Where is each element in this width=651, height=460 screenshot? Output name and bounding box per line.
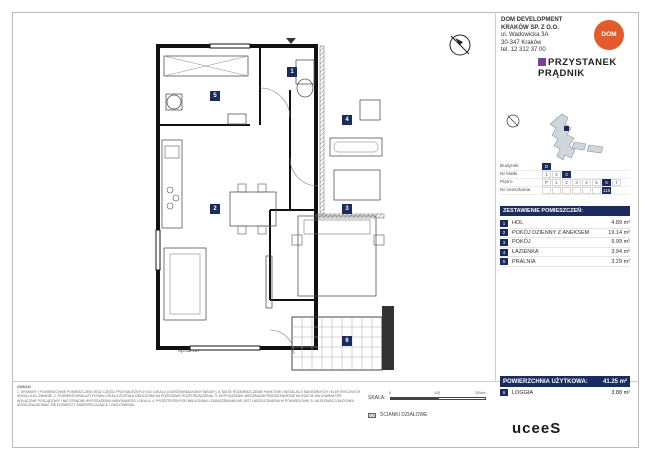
info-cell	[592, 187, 601, 194]
loggia-number: 6	[500, 389, 508, 396]
room-area: 4.89 m²	[611, 220, 630, 227]
sill-height-label: Hp=58 cm	[178, 348, 199, 353]
notes-title: UWAGA!	[17, 385, 32, 389]
room-area: 19.14 m²	[608, 229, 630, 236]
room-row	[500, 248, 630, 258]
scale-tick-0: 0	[389, 391, 391, 395]
apartment-floor-plan	[150, 30, 410, 375]
disclaimer-notes	[17, 385, 362, 407]
info-cell: 5	[592, 179, 601, 186]
dom-development-logo: DOM	[594, 20, 624, 50]
partition-walls-legend	[368, 412, 428, 418]
company-address	[501, 17, 591, 55]
info-cell: 1	[552, 179, 561, 186]
scale-tick-200: 200cm	[475, 391, 486, 395]
room-row	[500, 229, 630, 239]
room-number: 2	[500, 229, 508, 236]
room-name: HOL	[512, 220, 524, 227]
info-row-apartment	[500, 187, 630, 195]
room-name: ŁAZIENKA	[512, 249, 539, 256]
info-cell: 3	[572, 179, 581, 186]
info-cell: P	[542, 179, 551, 186]
info-cell	[552, 187, 561, 194]
room-area: 9.99 m²	[611, 239, 630, 246]
useful-area-value: 41.25 m²	[602, 378, 627, 385]
room-number: 4	[500, 249, 508, 256]
hatch-swatch-icon	[368, 413, 376, 418]
info-row-building	[500, 163, 630, 171]
company-name-1: DOM DEVELOPMENT	[501, 17, 563, 23]
info-cell: D	[542, 163, 551, 170]
room-label-1: 1	[287, 67, 297, 77]
info-cell: 116	[602, 188, 611, 193]
info-cell: 6	[602, 179, 611, 186]
info-row-floor	[500, 179, 630, 187]
info-cell: 7	[612, 179, 621, 186]
unit-info-table	[500, 163, 630, 195]
room-label-6: 6	[342, 336, 352, 346]
info-row-staircase	[500, 171, 630, 179]
project-logo-line1: PRZYSTANEK	[548, 57, 617, 68]
rooms-list	[500, 219, 630, 267]
notes-text: 1. WYMIARY I POWIERZCHNIE POMIESZCZEŃ ORAZ CZĘŚCI PRZYNALEŻNYCH DO LOKALU (OGRÓDKI/BALKONY/TARASY), A TAKŻE ROZMIESZCZENIE PUNKTÓW I INSTALACJI SANITARNYCH I ELEKTRYCZNYCH MOGĄ ULEC ZMIANIE. 2. POWIERZCHNIA UŻYTKOWA LOKALU ZOSTAŁA OBLICZONA NA PODSTAWIE ROZPORZĄDZENIA. 3. WYPOSAŻENIE MIESZKANIA PRZEDSTAWIONE NA RZUCIE MA CHARAKTER WYŁĄCZNIE POGLĄDOWY I NIE STANOWI WYPOSAŻENIA NABYWANEGO LOKALU. 4. PRZESTRZEŃ POD BALKONAMI I ZADASZENIAMI NIE JEST UWZGLĘDNIONA W POWIERZCHNI. 5. NA ELEWACJI BUDYNKU MOGĄ ZNAJDOWAĆ SIĘ ELEMENTY ZABEZPIECZAJĄCE I ZAKOTWIENIA.	[17, 390, 361, 407]
room-row	[500, 238, 630, 248]
room-name: PRALNIA	[512, 258, 536, 265]
room-area: 3.29 m²	[611, 258, 630, 265]
loggia-name: LOGGIA	[512, 389, 534, 396]
room-row	[500, 257, 630, 267]
scale-label: SKALA:	[368, 395, 386, 401]
room-number: 3	[500, 239, 508, 246]
room-label-4: 4	[342, 115, 352, 125]
room-row	[500, 219, 630, 229]
room-name: POKÓJ	[512, 239, 531, 246]
info-cell	[562, 187, 571, 194]
scale-bar	[390, 397, 486, 400]
room-label-5: 5	[210, 91, 220, 101]
useful-area-label: POWIERZCHNIA UŻYTKOWA:	[503, 378, 588, 385]
ucees-logo: uceeS	[512, 420, 562, 437]
przystanek-pradnik-logo	[538, 57, 617, 79]
vertical-divider	[495, 12, 496, 382]
company-phone: tel. 12 312 37 00	[501, 47, 546, 53]
rooms-header: ZESTAWIENIE POMIESZCZEŃ:	[500, 206, 630, 216]
compass-north-icon	[447, 32, 473, 58]
info-cell	[572, 187, 581, 194]
info-label: Nr klatki	[500, 172, 518, 177]
info-label: Piętro	[500, 180, 513, 185]
info-cell: 4	[582, 179, 591, 186]
building-key-plan	[504, 112, 624, 160]
company-street: ul. Wadowicka 3A	[501, 32, 549, 38]
room-area: 3.94 m²	[611, 249, 630, 256]
info-label: Budynek	[500, 164, 519, 169]
info-label: Nr mieszkania	[500, 188, 531, 193]
loggia-row	[500, 389, 630, 396]
info-cell: 3	[562, 171, 571, 178]
company-city: 30-347 Kraków	[501, 39, 542, 46]
info-cell	[582, 187, 591, 194]
room-name: POKÓJ DZIENNY Z ANEKSEM	[512, 229, 590, 236]
scale-tick-100: 100	[434, 391, 440, 395]
info-cell: 1	[542, 171, 551, 178]
loggia-area: 3.88 m²	[611, 389, 630, 396]
info-cell: 2	[562, 179, 571, 186]
info-cell	[542, 187, 551, 194]
company-name-2: KRAKÓW SP. Z O.O.	[501, 24, 559, 31]
room-label-2: 2	[210, 204, 220, 214]
room-number: 1	[500, 220, 508, 227]
info-cell: 2	[552, 171, 561, 178]
room-number: 5	[500, 258, 508, 265]
useful-area-bar	[500, 376, 630, 387]
project-logo-line2: PRĄDNIK	[538, 68, 585, 79]
partition-walls-label: ŚCIANKI DZIAŁOWE	[380, 412, 428, 418]
room-label-3: 3	[342, 204, 352, 214]
brand-mark-icon	[538, 58, 546, 66]
